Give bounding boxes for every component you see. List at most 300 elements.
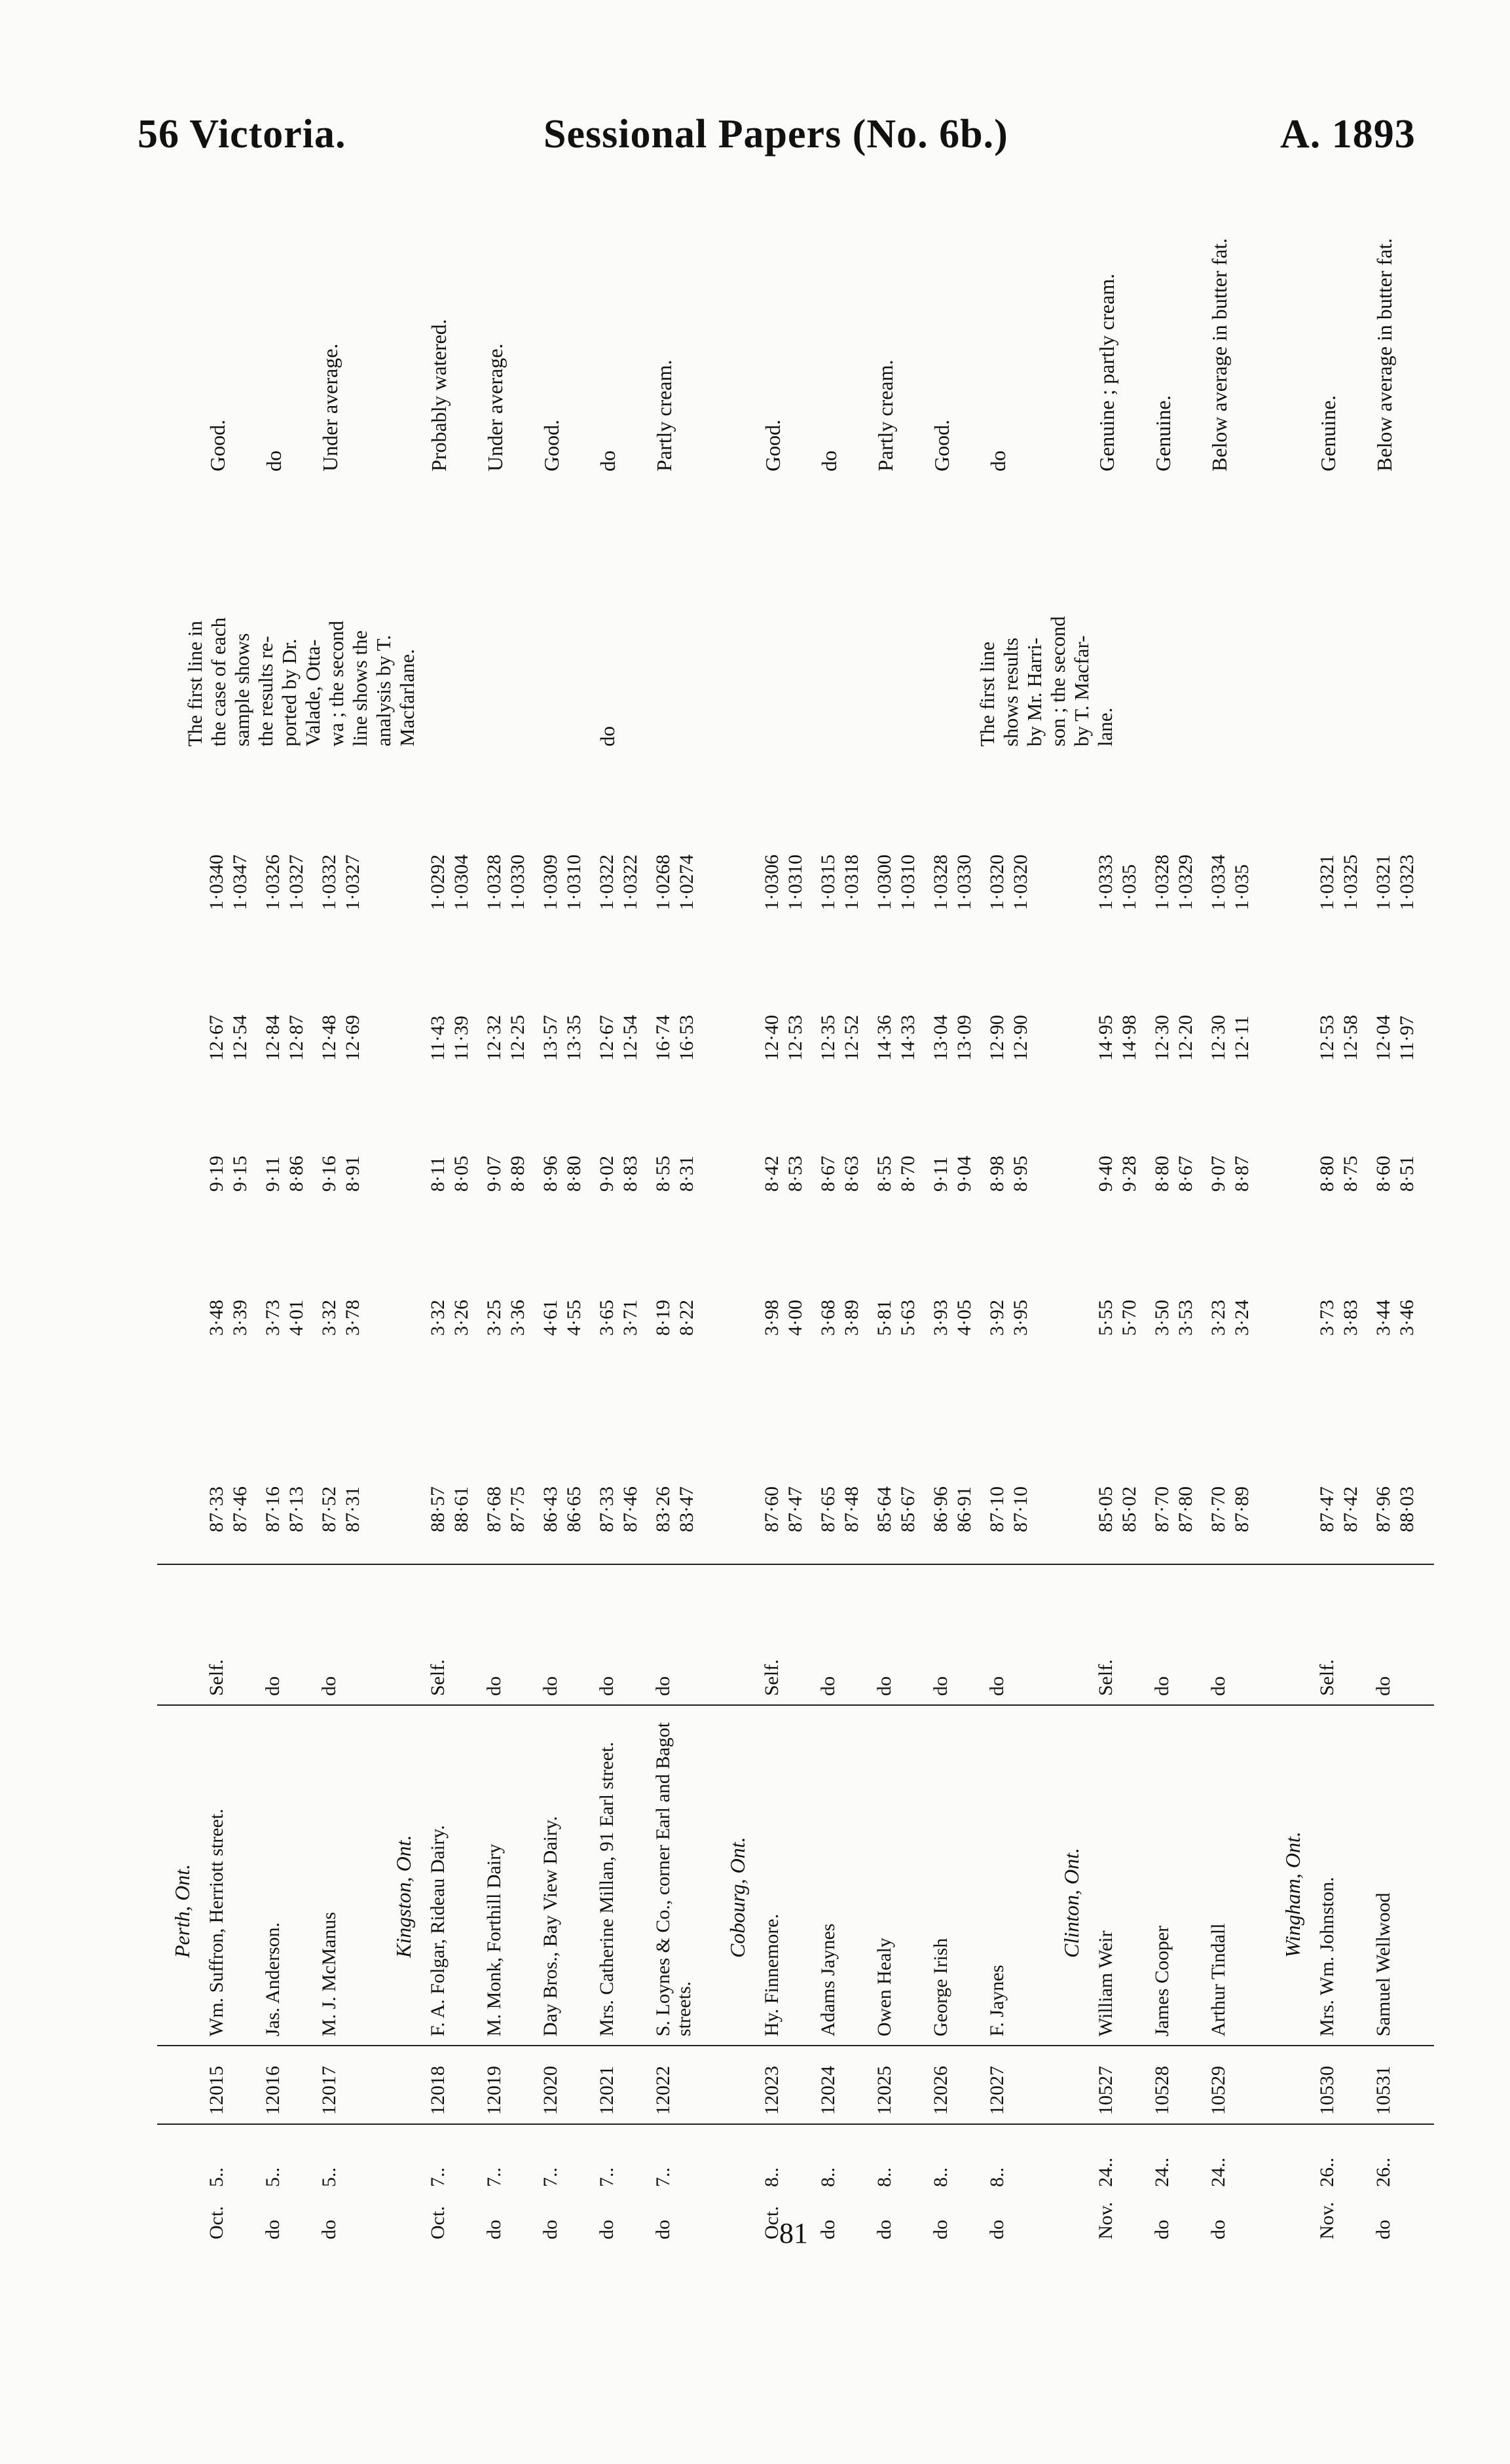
row-vendor: Mrs. Wm. Johnston. — [1316, 1877, 1338, 2036]
row-water-value: 85·02 — [1118, 1486, 1140, 1532]
row-water-value: 87·33 — [596, 1486, 617, 1532]
row-water-value: 86·91 — [953, 1486, 975, 1532]
row-water-value: 87·47 — [784, 1486, 806, 1532]
row-purchased-from: Self. — [761, 1659, 783, 1696]
row-purchased-from: do — [1207, 1676, 1229, 1696]
column-rule — [157, 2124, 1434, 2125]
row-remark: Good. — [761, 419, 784, 471]
row-total-value: 12·54 — [619, 1015, 641, 1061]
row-solids-value: 8·75 — [1340, 1156, 1361, 1192]
row-water-value: 87·70 — [1207, 1486, 1229, 1532]
row-fat-value: 3·39 — [229, 1300, 251, 1336]
row-total-value: 12·87 — [285, 1015, 307, 1061]
row-vendor: Mrs. Catherine Millan, 91 Earl street. — [596, 1742, 617, 2036]
row-sg-value: 1·0330 — [507, 855, 528, 910]
row-sample-no: 12018 — [427, 2066, 449, 2115]
row-day: 5.. — [206, 2167, 227, 2187]
row-fat-value: 3·68 — [817, 1300, 839, 1336]
row-day: 8.. — [761, 2167, 783, 2187]
row-fat-value: 3·98 — [761, 1300, 783, 1336]
row-fat-value: 3·32 — [427, 1300, 449, 1336]
row-sg-value: 1·0325 — [1340, 855, 1361, 910]
row-sg-value: 1·0321 — [1372, 855, 1394, 910]
row-date: Oct. — [761, 2206, 783, 2239]
row-total-value: 14·98 — [1118, 1015, 1140, 1061]
row-sg-value: 1·0340 — [206, 855, 227, 910]
row-purchased-from: do — [652, 1676, 674, 1696]
row-purchased-from: do — [483, 1676, 505, 1696]
row-total-value: 12·30 — [1151, 1015, 1173, 1061]
header-left: 56 Victoria. — [138, 112, 346, 156]
row-sg-value: 1·0328 — [930, 855, 951, 910]
row-sg-value: 1·0318 — [841, 855, 862, 910]
row-water-value: 87·10 — [1010, 1486, 1031, 1532]
row-purchased-from: do — [986, 1676, 1008, 1696]
row-solids-value: 9·07 — [1207, 1156, 1229, 1192]
row-fat-value: 5·70 — [1118, 1300, 1140, 1336]
row-total-value: 12·69 — [342, 1015, 363, 1061]
row-water-value: 87·89 — [1231, 1486, 1253, 1532]
row-sample-no: 12019 — [483, 2066, 505, 2115]
row-sg-value: 1·0334 — [1207, 855, 1229, 910]
row-total-value: 11·39 — [451, 1016, 472, 1061]
section-heading: Clinton, Ont. — [1059, 1847, 1083, 1958]
row-date: do — [483, 2220, 505, 2239]
row-sg-value: 1·0320 — [1010, 855, 1031, 910]
row-remark: Probably watered. — [427, 319, 451, 471]
row-fat-value: 4·61 — [540, 1300, 561, 1336]
row-day: 5.. — [318, 2167, 340, 2187]
row-sg-value: 1·0310 — [897, 855, 919, 910]
row-remark: Below average in butter fat. — [1207, 238, 1231, 471]
row-fat-value: 3·46 — [1396, 1300, 1418, 1336]
row-date: do — [596, 2220, 617, 2239]
row-fat-value: 3·73 — [1316, 1300, 1338, 1336]
row-sg-value: 1·0268 — [652, 855, 674, 910]
row-total-value: 12·32 — [483, 1015, 505, 1061]
row-date: Oct. — [206, 2206, 227, 2239]
row-sg-value: 1·0327 — [342, 855, 363, 910]
row-fat-value: 3·73 — [262, 1300, 284, 1336]
row-solids-value: 8·55 — [874, 1156, 895, 1192]
row-fat-value: 4·01 — [285, 1300, 307, 1336]
row-total-value: 16·53 — [676, 1015, 697, 1061]
row-fat-value: 3·83 — [1340, 1300, 1361, 1336]
row-sg-value: 1·0330 — [953, 855, 975, 910]
row-solids-value: 8·53 — [784, 1156, 806, 1192]
row-vendor: Hy. Finnemore. — [761, 1913, 783, 2036]
row-water-value: 87·46 — [229, 1486, 251, 1532]
row-sample-no: 12024 — [817, 2066, 839, 2115]
row-fat-value: 3·50 — [1151, 1300, 1173, 1336]
row-fat-value: 5·55 — [1095, 1300, 1116, 1336]
row-total-value: 12·20 — [1175, 1015, 1196, 1061]
row-sg-value: 1·0323 — [1396, 855, 1418, 910]
row-fat-value: 4·05 — [953, 1300, 975, 1336]
row-solids-value: 8·31 — [676, 1156, 697, 1192]
row-water-value: 87·46 — [619, 1486, 641, 1532]
row-solids-value: 8·67 — [817, 1156, 839, 1192]
row-sg-value: 1·035 — [1231, 864, 1253, 910]
analysis-note: The first line in the case of each sample shows the results re- ported by Dr. Valade, Otta- wa ; the second line shows the analysis by T. Macfarlane. — [183, 617, 418, 746]
row-sg-value: 1·0306 — [761, 855, 783, 910]
row-total-value: 16·74 — [652, 1015, 674, 1061]
row-sample-no: 10531 — [1372, 2066, 1394, 2115]
row-remark: do — [817, 451, 841, 471]
row-water-value: 87·10 — [986, 1486, 1008, 1532]
row-vendor: Jas. Anderson. — [262, 1922, 284, 2036]
row-remark: Partly cream. — [874, 359, 897, 471]
row-solids-value: 9·04 — [953, 1156, 975, 1192]
row-total-value: 12·53 — [1316, 1015, 1338, 1061]
row-solids-value: 9·11 — [262, 1156, 284, 1192]
row-water-value: 87·65 — [817, 1486, 839, 1532]
row-water-value: 87·80 — [1175, 1486, 1196, 1532]
row-solids-value: 8·42 — [761, 1156, 783, 1192]
row-total-value: 12·90 — [986, 1015, 1008, 1061]
column-rule — [157, 2045, 1434, 2046]
row-vendor: S. Loynes & Co., corner Earl and Bagot streets. — [652, 1722, 695, 2036]
row-total-value: 14·33 — [897, 1015, 919, 1061]
row-purchased-from: do — [318, 1676, 340, 1696]
row-date: do — [318, 2220, 340, 2239]
row-water-value: 88·03 — [1396, 1486, 1418, 1532]
row-remark: do — [262, 451, 285, 471]
row-total-value: 12·67 — [206, 1015, 227, 1061]
row-date: do — [817, 2220, 839, 2239]
row-total-value: 12·04 — [1372, 1015, 1394, 1061]
row-fat-value: 3·53 — [1175, 1300, 1196, 1336]
row-sample-no: 12016 — [262, 2066, 284, 2115]
row-day: 8.. — [986, 2167, 1008, 2187]
row-total-value: 12·48 — [318, 1015, 340, 1061]
row-purchased-from: do — [540, 1676, 561, 1696]
row-solids-value: 8·55 — [652, 1156, 674, 1192]
row-water-value: 87·60 — [761, 1486, 783, 1532]
row-remark: Below average in butter fat. — [1372, 238, 1396, 471]
row-solids-value: 8·98 — [986, 1156, 1008, 1192]
row-remark: Partly cream. — [652, 359, 676, 471]
row-day: 5.. — [262, 2167, 284, 2187]
row-solids-value: 8·80 — [1151, 1156, 1173, 1192]
row-water-value: 87·52 — [318, 1486, 340, 1532]
row-day: 7.. — [596, 2167, 617, 2187]
row-fat-value: 3·32 — [318, 1300, 340, 1336]
row-total-value: 12·53 — [784, 1015, 806, 1061]
row-day: 24.. — [1207, 2158, 1229, 2187]
row-water-value: 86·43 — [540, 1486, 561, 1532]
row-fat-value: 3·89 — [841, 1300, 862, 1336]
column-rule — [157, 1564, 1434, 1565]
row-purchased-from: do — [262, 1676, 284, 1696]
row-vendor: Arthur Tindall — [1207, 1923, 1229, 2036]
row-solids-value: 8·83 — [619, 1156, 641, 1192]
row-sg-value: 1·0315 — [817, 855, 839, 910]
row-solids-value: 9·11 — [930, 1156, 951, 1192]
row-date: do — [652, 2220, 674, 2239]
row-remark: Genuine. — [1316, 395, 1340, 471]
row-purchased-from: Self. — [1316, 1659, 1338, 1696]
row-solids-value: 8·80 — [1316, 1156, 1338, 1192]
row-total-value: 13·09 — [953, 1015, 975, 1061]
row-date: Nov. — [1095, 2201, 1116, 2239]
row-fat-value: 3·36 — [507, 1300, 528, 1336]
row-purchased-from: Self. — [427, 1659, 449, 1696]
row-fat-value: 8·19 — [652, 1300, 674, 1336]
row-total-value: 12·52 — [841, 1015, 862, 1061]
row-solids-value: 8·80 — [563, 1156, 585, 1192]
section-heading: Cobourg, Ont. — [726, 1837, 749, 1958]
row-vendor: George Irish — [930, 1938, 951, 2036]
row-fat-value: 3·24 — [1231, 1300, 1253, 1336]
row-sample-no: 12020 — [540, 2066, 561, 2115]
row-fat-value: 4·00 — [784, 1300, 806, 1336]
row-water-value: 87·70 — [1151, 1486, 1173, 1532]
row-date: do — [930, 2220, 951, 2239]
row-date: do — [540, 2220, 561, 2239]
row-date: do — [1372, 2220, 1394, 2239]
analysis-note: The first line shows results by Mr. Harri- son ; the second by T. Macfar- lane. — [976, 616, 1116, 746]
row-sg-value: 1·0333 — [1095, 855, 1116, 910]
row-sg-value: 1·0328 — [483, 855, 505, 910]
row-fat-value: 3·65 — [596, 1300, 617, 1336]
row-sample-no: 12026 — [930, 2066, 951, 2115]
row-day: 7.. — [483, 2167, 505, 2187]
row-fat-value: 3·71 — [619, 1300, 641, 1336]
row-solids-value: 9·28 — [1118, 1156, 1140, 1192]
row-total-value: 11·43 — [427, 1016, 449, 1061]
row-fat-value: 3·25 — [483, 1300, 505, 1336]
row-total-value: 13·35 — [563, 1015, 585, 1061]
row-total-value: 12·67 — [596, 1015, 617, 1061]
row-fat-value: 5·63 — [897, 1300, 919, 1336]
row-water-value: 87·33 — [206, 1486, 227, 1532]
row-purchased-from: do — [874, 1676, 895, 1696]
page-number: 81 — [779, 2217, 808, 2249]
row-sample-no: 12017 — [318, 2066, 340, 2115]
row-day: 8.. — [874, 2167, 895, 2187]
row-solids-value: 8·70 — [897, 1156, 919, 1192]
row-water-value: 86·96 — [930, 1486, 951, 1532]
row-remark: Under average. — [483, 343, 507, 471]
row-total-value: 12·30 — [1207, 1015, 1229, 1061]
row-day: 26.. — [1316, 2158, 1338, 2187]
row-water-value: 85·05 — [1095, 1486, 1116, 1532]
row-remark: Genuine ; partly cream. — [1095, 273, 1118, 471]
row-date: do — [874, 2220, 895, 2239]
row-sample-no: 10527 — [1095, 2066, 1116, 2115]
header-title: Sessional Papers (No. 6b.) — [543, 112, 1008, 156]
row-sg-value: 1·0327 — [285, 855, 307, 910]
row-solids-value: 9·07 — [483, 1156, 505, 1192]
row-solids-value: 8·05 — [451, 1156, 472, 1192]
row-remark: Genuine. — [1151, 395, 1175, 471]
row-vendor: Samuel Wellwood — [1372, 1892, 1394, 2036]
row-sg-value: 1·0326 — [262, 855, 284, 910]
row-solids-value: 8·60 — [1372, 1156, 1394, 1192]
row-date: do — [986, 2220, 1008, 2239]
row-solids-value: 9·15 — [229, 1156, 251, 1192]
row-solids-value: 8·51 — [1396, 1156, 1418, 1192]
row-water-value: 85·64 — [874, 1486, 895, 1532]
row-sg-value: 1·0300 — [874, 855, 895, 910]
row-fat-value: 5·81 — [874, 1300, 895, 1336]
row-solids-value: 8·95 — [1010, 1156, 1031, 1192]
row-solids-value: 8·63 — [841, 1156, 862, 1192]
row-water-value: 83·47 — [676, 1486, 697, 1532]
row-water-value: 87·48 — [841, 1486, 862, 1532]
row-total-value: 12·11 — [1231, 1016, 1253, 1061]
row-remark: Good. — [206, 419, 229, 471]
row-sg-value: 1·0310 — [784, 855, 806, 910]
row-solids-value: 8·96 — [540, 1156, 561, 1192]
row-sg-value: 1·0320 — [986, 855, 1008, 910]
row-fat-value: 3·48 — [206, 1300, 227, 1336]
row-total-value: 12·35 — [817, 1015, 839, 1061]
row-fat-value: 3·26 — [451, 1300, 472, 1336]
row-date: Oct. — [427, 2206, 449, 2239]
row-fat-value: 3·92 — [986, 1300, 1008, 1336]
row-total-value: 12·25 — [507, 1015, 528, 1061]
row-total-value: 13·57 — [540, 1015, 561, 1061]
row-purchased-from: do — [817, 1676, 839, 1696]
row-water-value: 88·61 — [451, 1486, 472, 1532]
analysis-note: do — [596, 726, 619, 746]
row-sg-value: 1·0310 — [563, 855, 585, 910]
row-solids-value: 8·67 — [1175, 1156, 1196, 1192]
row-fat-value: 3·78 — [342, 1300, 363, 1336]
row-vendor: F. A. Folgar, Rideau Dairy. — [427, 1825, 449, 2036]
row-total-value: 12·90 — [1010, 1015, 1031, 1061]
row-vendor: F. Jaynes — [986, 1964, 1008, 2036]
row-vendor: Wm. Suffron, Herriott street. — [206, 1809, 227, 2036]
row-solids-value: 9·40 — [1095, 1156, 1116, 1192]
row-sg-value: 1·0309 — [540, 855, 561, 910]
row-sg-value: 1·0321 — [1316, 855, 1338, 910]
row-solids-value: 9·19 — [206, 1156, 227, 1192]
row-remark: Good. — [540, 419, 563, 471]
row-sg-value: 1·0328 — [1151, 855, 1173, 910]
row-purchased-from: do — [1372, 1676, 1394, 1696]
row-sample-no: 12015 — [206, 2066, 227, 2115]
row-total-value: 14·95 — [1095, 1015, 1116, 1061]
row-sample-no: 12027 — [986, 2066, 1008, 2115]
section-heading: Perth, Ont. — [170, 1864, 194, 1958]
section-heading: Kingston, Ont. — [392, 1835, 415, 1958]
row-date: do — [1207, 2220, 1229, 2239]
row-total-value: 12·40 — [761, 1015, 783, 1061]
row-vendor: M. Monk, Forthill Dairy — [483, 1843, 505, 2036]
row-solids-value: 9·16 — [318, 1156, 340, 1192]
row-sample-no: 10529 — [1207, 2066, 1229, 2115]
row-sg-value: 1·0322 — [596, 855, 617, 910]
row-fat-value: 8·22 — [676, 1300, 697, 1336]
row-water-value: 87·13 — [285, 1486, 307, 1532]
row-sg-value: 1·0332 — [318, 855, 340, 910]
row-sg-value: 1·0292 — [427, 855, 449, 910]
row-total-value: 14·36 — [874, 1015, 895, 1061]
row-day: 24.. — [1151, 2158, 1173, 2187]
row-day: 7.. — [540, 2167, 561, 2187]
row-solids-value: 8·89 — [507, 1156, 528, 1192]
row-total-value: 12·84 — [262, 1015, 284, 1061]
row-vendor: Adams Jaynes — [817, 1923, 839, 2036]
row-total-value: 12·58 — [1340, 1015, 1361, 1061]
row-sample-no: 12025 — [874, 2066, 895, 2115]
row-solids-value: 8·91 — [342, 1156, 363, 1192]
row-day: 7.. — [652, 2167, 674, 2187]
row-remark: Under average. — [318, 343, 342, 471]
row-sample-no: 12023 — [761, 2066, 783, 2115]
row-day: 8.. — [817, 2167, 839, 2187]
row-water-value: 87·16 — [262, 1486, 284, 1532]
row-solids-value: 9·02 — [596, 1156, 617, 1192]
row-fat-value: 3·95 — [1010, 1300, 1031, 1336]
row-water-value: 87·75 — [507, 1486, 528, 1532]
row-vendor: William Weir — [1095, 1930, 1116, 2036]
row-day: 24.. — [1095, 2158, 1116, 2187]
row-water-value: 88·57 — [427, 1486, 449, 1532]
row-total-value: 11·97 — [1396, 1016, 1418, 1061]
row-vendor: James Cooper — [1151, 1925, 1173, 2036]
row-day: 7.. — [427, 2167, 449, 2187]
row-water-value: 87·68 — [483, 1486, 505, 1532]
row-sg-value: 1·0322 — [619, 855, 641, 910]
row-remark: Good. — [930, 419, 953, 471]
row-total-value: 13·04 — [930, 1015, 951, 1061]
row-water-value: 86·65 — [563, 1486, 585, 1532]
row-date: do — [262, 2220, 284, 2239]
row-water-value: 87·42 — [1340, 1486, 1361, 1532]
row-purchased-from: do — [930, 1676, 951, 1696]
row-remark: do — [986, 451, 1010, 471]
section-heading: Wingham, Ont. — [1281, 1831, 1304, 1958]
row-water-value: 87·47 — [1316, 1486, 1338, 1532]
column-rule — [157, 1704, 1434, 1706]
row-water-value: 83·26 — [652, 1486, 674, 1532]
row-fat-value: 3·93 — [930, 1300, 951, 1336]
row-vendor: M. J. McManus — [318, 1911, 340, 2036]
header-right: A. 1893 — [1280, 112, 1416, 156]
row-sg-value: 1·0274 — [676, 855, 697, 910]
row-date: Nov. — [1316, 2201, 1338, 2239]
row-vendor: Day Bros., Bay View Dairy. — [540, 1816, 561, 2036]
row-sg-value: 1·0347 — [229, 855, 251, 910]
row-fat-value: 3·23 — [1207, 1300, 1229, 1336]
row-sample-no: 12022 — [652, 2066, 674, 2115]
row-water-value: 85·67 — [897, 1486, 919, 1532]
row-fat-value: 3·44 — [1372, 1300, 1394, 1336]
row-water-value: 87·31 — [342, 1486, 363, 1532]
row-remark: do — [596, 451, 619, 471]
row-purchased-from: do — [1151, 1676, 1173, 1696]
row-vendor: Owen Healy — [874, 1938, 895, 2036]
rotated-table — [144, 190, 1447, 2253]
row-date: do — [1151, 2220, 1173, 2239]
row-day: 8.. — [930, 2167, 951, 2187]
row-solids-value: 8·11 — [427, 1156, 449, 1192]
row-solids-value: 8·87 — [1231, 1156, 1253, 1192]
row-purchased-from: Self. — [1095, 1659, 1116, 1696]
row-sample-no: 12021 — [596, 2066, 617, 2115]
row-sg-value: 1·035 — [1118, 864, 1140, 910]
row-purchased-from: do — [596, 1676, 617, 1696]
row-total-value: 12·54 — [229, 1015, 251, 1061]
row-solids-value: 8·86 — [285, 1156, 307, 1192]
row-sg-value: 1·0329 — [1175, 855, 1196, 910]
row-purchased-from: Self. — [206, 1659, 227, 1696]
row-fat-value: 4·55 — [563, 1300, 585, 1336]
